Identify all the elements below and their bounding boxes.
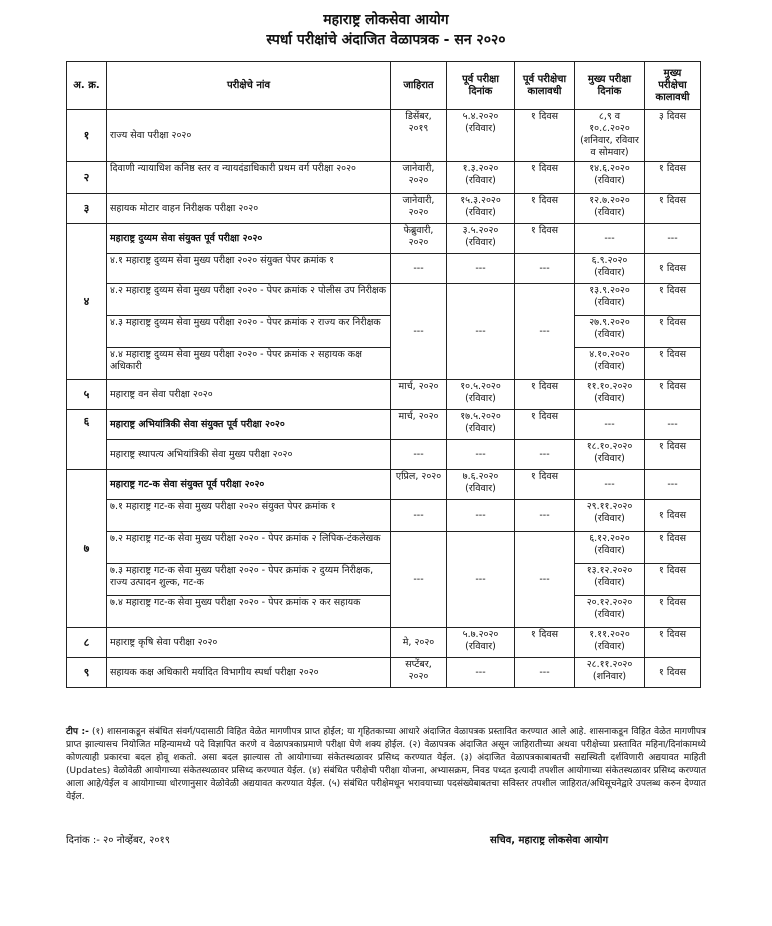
- row-sr: ९: [67, 658, 107, 688]
- table-row: [67, 500, 701, 532]
- footnote-label: टीप :-: [66, 727, 89, 737]
- main-date: ६.१२.२०२० (रविवार): [575, 532, 645, 564]
- table-row: [67, 254, 701, 284]
- prelim-date: ---: [447, 440, 515, 470]
- col-prelim-duration: पूर्व परीक्षेचा कालावधी: [515, 62, 575, 110]
- prelim-date: १५.३.२०२० (रविवार): [447, 194, 515, 224]
- main-date: २०.१२.२०२० (रविवार): [575, 596, 645, 628]
- main-duration: १ दिवस: [645, 500, 701, 532]
- ad-month: डिसेंबर, २०१९: [391, 110, 447, 162]
- main-duration: ---: [645, 470, 701, 500]
- row-sr: ५: [67, 380, 107, 410]
- table-row: [67, 110, 701, 162]
- col-ad: जाहिरात: [391, 62, 447, 110]
- col-sr: अ. क्र.: [67, 62, 107, 110]
- main-date: १.११.२०२० (रविवार): [575, 628, 645, 658]
- row-sr: १: [67, 110, 107, 162]
- main-date: ---: [575, 410, 645, 440]
- ad-month: ---: [391, 532, 447, 628]
- prelim-duration: ---: [515, 284, 575, 380]
- main-date: १३.१२.२०२० (रविवार): [575, 564, 645, 596]
- table-row: [67, 194, 701, 224]
- row-sr: ८: [67, 628, 107, 658]
- prelim-date: ---: [447, 254, 515, 284]
- ad-month: जानेवारी, २०२०: [391, 162, 447, 194]
- footnote: [66, 726, 706, 804]
- table-row: [67, 658, 701, 688]
- prelim-duration: १ दिवस: [515, 162, 575, 194]
- prelim-date: ५.७.२०२० (रविवार): [447, 628, 515, 658]
- exam-name: महाराष्ट्र गट-क सेवा संयुक्त पूर्व परीक्षा २०२०: [107, 470, 391, 500]
- row-sr: ३: [67, 194, 107, 224]
- issue-date: दिनांक :- २० नोव्हेंबर, २०१९: [66, 835, 170, 846]
- prelim-duration: ---: [515, 500, 575, 532]
- main-duration: १ दिवस: [645, 162, 701, 194]
- table-row: [67, 380, 701, 410]
- prelim-date: ---: [447, 284, 515, 380]
- prelim-date: ---: [447, 532, 515, 628]
- table-row: [67, 628, 701, 658]
- ad-month: मार्च, २०२०: [391, 380, 447, 410]
- prelim-duration: ---: [515, 254, 575, 284]
- exam-name: महाराष्ट्र वन सेवा परीक्षा २०२०: [107, 380, 391, 410]
- ad-month: ---: [391, 284, 447, 380]
- prelim-date: ७.६.२०२० (रविवार): [447, 470, 515, 500]
- main-duration: ---: [645, 410, 701, 440]
- prelim-date: ३.५.२०२० (रविवार): [447, 224, 515, 254]
- col-prelim-date: पूर्व परीक्षा दिनांक: [447, 62, 515, 110]
- col-name: परीक्षेचे नांव: [107, 62, 391, 110]
- exam-name: राज्य सेवा परीक्षा २०२०: [107, 110, 391, 162]
- main-date: ---: [575, 224, 645, 254]
- ad-month: मार्च, २०२०: [391, 410, 447, 440]
- prelim-duration: १ दिवस: [515, 628, 575, 658]
- ad-month: फेब्रुवारी, २०२०: [391, 224, 447, 254]
- ad-month: मे, २०२०: [391, 628, 447, 658]
- exam-name: सहायक कक्ष अधिकारी मर्यादित विभागीय स्पर्धा परीक्षा २०२०: [107, 658, 391, 688]
- main-duration: १ दिवस: [645, 254, 701, 284]
- main-date: २९.११.२०२० (रविवार): [575, 500, 645, 532]
- exam-name: ७.३ महाराष्ट्र गट-क सेवा मुख्य परीक्षा २०२० - पेपर क्रमांक २ दुय्यम निरीक्षक, राज्य उत्पादन शुल्क, गट-क: [107, 564, 391, 596]
- signatory: सचिव, महाराष्ट्र लोकसेवा आयोग: [490, 835, 609, 846]
- main-duration: १ दिवस: [645, 532, 701, 564]
- prelim-duration: १ दिवस: [515, 380, 575, 410]
- main-date: ११.१०.२०२० (रविवार): [575, 380, 645, 410]
- ad-month: जानेवारी, २०२०: [391, 194, 447, 224]
- main-duration: ---: [645, 224, 701, 254]
- table-row: [67, 596, 701, 628]
- prelim-duration: ---: [515, 532, 575, 628]
- table-row: [67, 470, 701, 500]
- exam-name: ७.२ महाराष्ट्र गट-क सेवा मुख्य परीक्षा २०२० - पेपर क्रमांक २ लिपिक-टंकलेखक: [107, 532, 391, 564]
- table-row: [67, 224, 701, 254]
- main-duration: १ दिवस: [645, 380, 701, 410]
- prelim-duration: ---: [515, 440, 575, 470]
- main-date: २७.९.२०२० (रविवार): [575, 316, 645, 348]
- exam-name: ४.१ महाराष्ट्र दुय्यम सेवा मुख्य परीक्षा २०२० संयुक्त पेपर क्रमांक १: [107, 254, 391, 284]
- exam-name: ४.३ महाराष्ट्र दुय्यम सेवा मुख्य परीक्षा २०२० - पेपर क्रमांक २ राज्य कर निरीक्षक: [107, 316, 391, 348]
- footnote-text: (१) शासनाकडून संबंधित संवर्ग/पदासाठी विहित वेळेत मागणीपत्र प्राप्त होईल; या गृहितकाच्या आधारे अंदाजित वेळापत्रक प्रस्तावित करण्यात आले आहे. शासनाकडून विहित वेळेत मागणीपत्र प्राप्त झाल्यासच नियोजित महिन्यामध्ये पदे विज्ञापित करणे व वेळापत्रकाप्रमाणे परीक्षा घेणे शक्य होईल. (२) वेळापत्रक अंदाजित असून जाहिरातीच्या अथवा परीक्षेच्या प्रस्तावित महिना/दिनांकामध्ये कोणत्याही प्रकारचा बदल होवू शकतो. असा बदल झाल्यास तो आयोगाच्या संकेतस्थळावर प्रसिध्द करण्यात येईल. (३) अंदाजित वेळापत्रकाबाबतची सद्यस्थिती दर्शविणारी अद्ययावत माहिती (Updates) वेळोवेळी आयोगाच्या संकेतस्थळावर प्रसिध्द करण्यात येईल. (४) संबंधित परीक्षेची परीक्षा योजना, अभ्यासक्रम, निवड पध्दत इत्यादी तपशील आयोगाच्या संकेतस्थळावर प्रसिध्द करण्यात आला आहे/येईल व आयोगाच्या धोरणानुसार वेळोवेळी अद्ययावत करण्यात येईल. (५) संबंधित परीक्षेमधून भरावयाच्या पदसंख्येबाबतचा सविस्तर तपशील जाहिरात/अधिसूचनेद्वारे उपलब्ध करुन देण्यात येईल.: [66, 727, 706, 802]
- ad-month: ---: [391, 440, 447, 470]
- main-duration: १ दिवस: [645, 316, 701, 348]
- col-main-duration: मुख्य परीक्षेचा कालावधी: [645, 62, 701, 110]
- main-date: ४.१०.२०२० (रविवार): [575, 348, 645, 380]
- table-row: [67, 348, 701, 380]
- table-row: [67, 284, 701, 316]
- main-date: ---: [575, 470, 645, 500]
- exam-name: ४.२ महाराष्ट्र दुय्यम सेवा मुख्य परीक्षा २०२० - पेपर क्रमांक २ पोलीस उप निरीक्षक: [107, 284, 391, 316]
- prelim-date: ---: [447, 658, 515, 688]
- table-row: [67, 440, 701, 470]
- main-duration: ३ दिवस: [645, 110, 701, 162]
- table-row: [67, 564, 701, 596]
- exam-name: सहायक मोटार वाहन निरीक्षक परीक्षा २०२०: [107, 194, 391, 224]
- ad-month: ---: [391, 500, 447, 532]
- exam-name: दिवाणी न्यायाधिश कनिष्ठ स्तर व न्यायदंडाधिकारी प्रथम वर्ग परीक्षा २०२०: [107, 162, 391, 194]
- prelim-date: ५.४.२०२० (रविवार): [447, 110, 515, 162]
- table-row: [67, 316, 701, 348]
- ad-month: ---: [391, 254, 447, 284]
- ad-month: एप्रिल, २०२०: [391, 470, 447, 500]
- exam-name: महाराष्ट्र अभियांत्रिकी सेवा संयुक्त पूर्व परीक्षा २०२०: [107, 410, 391, 440]
- prelim-duration: १ दिवस: [515, 410, 575, 440]
- prelim-date: ---: [447, 500, 515, 532]
- prelim-duration: १ दिवस: [515, 224, 575, 254]
- main-date: ६.९.२०२० (रविवार): [575, 254, 645, 284]
- ad-month: सप्टेंबर, २०२०: [391, 658, 447, 688]
- main-date: ८,९ व १०.८.२०२० (शनिवार, रविवार व सोमवार): [575, 110, 645, 162]
- main-date: १८.१०.२०२० (रविवार): [575, 440, 645, 470]
- row-sr: ७: [67, 470, 107, 628]
- table-row: [67, 410, 701, 440]
- main-duration: १ दिवस: [645, 564, 701, 596]
- exam-name: महाराष्ट्र कृषि सेवा परीक्षा २०२०: [107, 628, 391, 658]
- row-sr: २: [67, 162, 107, 194]
- exam-name: ४.४ महाराष्ट्र दुय्यम सेवा मुख्य परीक्षा २०२० - पेपर क्रमांक २ सहायक कक्ष अधिकारी: [107, 348, 391, 380]
- main-date: १३.९.२०२० (रविवार): [575, 284, 645, 316]
- main-duration: १ दिवस: [645, 628, 701, 658]
- prelim-duration: १ दिवस: [515, 110, 575, 162]
- main-duration: १ दिवस: [645, 596, 701, 628]
- page-subtitle: स्पर्धा परीक्षांचे अंदाजित वेळापत्रक - सन २०२०: [266, 32, 506, 48]
- exam-name: ७.४ महाराष्ट्र गट-क सेवा मुख्य परीक्षा २०२० - पेपर क्रमांक २ कर सहायक: [107, 596, 391, 628]
- prelim-duration: १ दिवस: [515, 194, 575, 224]
- row-sr: ६: [67, 410, 107, 470]
- main-duration: १ दिवस: [645, 194, 701, 224]
- prelim-duration: ---: [515, 658, 575, 688]
- page-title: महाराष्ट्र लोकसेवा आयोग: [323, 12, 449, 28]
- main-date: २८.११.२०२० (शनिवार): [575, 658, 645, 688]
- main-date: १४.६.२०२० (रविवार): [575, 162, 645, 194]
- exam-name: ७.१ महाराष्ट्र गट-क सेवा मुख्य परीक्षा २०२० संयुक्त पेपर क्रमांक १: [107, 500, 391, 532]
- col-main-date: मुख्य परीक्षा दिनांक: [575, 62, 645, 110]
- exam-name: महाराष्ट्र स्थापत्य अभियांत्रिकी सेवा मुख्य परीक्षा २०२०: [107, 440, 391, 470]
- row-sr: ४: [67, 224, 107, 380]
- main-date: १२.७.२०२० (रविवार): [575, 194, 645, 224]
- prelim-date: १७.५.२०२० (रविवार): [447, 410, 515, 440]
- main-duration: १ दिवस: [645, 440, 701, 470]
- main-duration: १ दिवस: [645, 284, 701, 316]
- table-header-row: [67, 62, 701, 110]
- main-duration: १ दिवस: [645, 658, 701, 688]
- table-row: [67, 532, 701, 564]
- prelim-date: १०.५.२०२० (रविवार): [447, 380, 515, 410]
- table-row: [67, 162, 701, 194]
- prelim-duration: १ दिवस: [515, 470, 575, 500]
- schedule-table: [66, 61, 701, 688]
- prelim-date: १.३.२०२० (रविवार): [447, 162, 515, 194]
- exam-name: महाराष्ट्र दुय्यम सेवा संयुक्त पूर्व परीक्षा २०२०: [107, 224, 391, 254]
- main-duration: १ दिवस: [645, 348, 701, 380]
